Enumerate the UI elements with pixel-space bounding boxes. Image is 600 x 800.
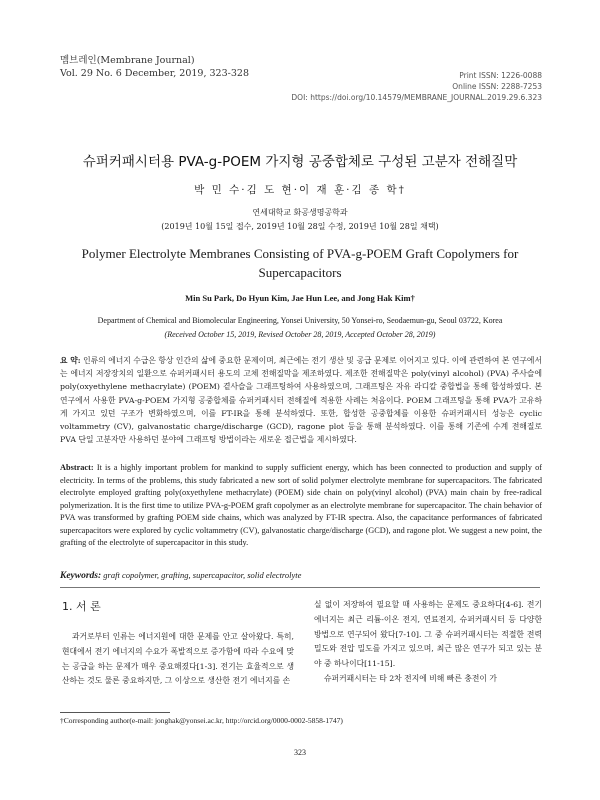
english-abstract-label: Abstract: xyxy=(60,463,94,472)
section-heading-introduction: 1. 서 론 xyxy=(62,600,101,613)
english-dates: (Received October 15, 2019, Revised October 28, 2019, Accepted October 28, 2019) xyxy=(164,330,436,339)
korean-title: 슈퍼커패시터용 PVA-g-POEM 가지형 공중합체로 구성된 고분자 전해질막 xyxy=(82,154,518,170)
english-affiliation: Department of Chemical and Biomolecular Engineering, Yonsei University, 50 Yonsei-ro, Seodaemun-gu, Seoul 03722, Korea xyxy=(97,316,503,325)
english-authors: Min Su Park, Do Hyun Kim, Jae Hun Lee, and Jong Hak Kim† xyxy=(185,293,415,303)
section-divider xyxy=(60,587,540,588)
korean-abstract xyxy=(60,354,542,446)
korean-affiliation: 연세대학교 화공생명공학과 xyxy=(252,208,348,217)
online-issn: Online ISSN: 2288-7253 xyxy=(452,82,542,91)
intro-left-column: 과거로부터 인류는 에너지원에 대한 문제를 안고 살아왔다. 특히, 현대에서 전기 에너지의 수요가 폭발적으로 증가함에 따라 수요에 맞는 공급을 하는 문제가 매우 중요해졌다[1-3]. 전기는 효율적으로 생산하는 것도 물론 중요하지만, 그 이상으로 생산한 전기 에너지를 손 xyxy=(62,632,294,686)
print-issn: Print ISSN: 1226-0088 xyxy=(459,71,542,80)
english-title: Polymer Electrolyte Membranes Consisting of PVA-g-POEM Graft Copolymers for Supercapacitors xyxy=(81,246,519,280)
footnote-rule xyxy=(60,712,170,713)
keywords-text: graft copolymer, grafting, supercapacitor, solid electrolyte xyxy=(103,570,302,580)
intro-right-paragraph-2: 슈퍼커패시터는 타 2차 전지에 비해 빠른 충전이 가 xyxy=(324,673,497,683)
english-abstract xyxy=(60,462,542,550)
intro-right-paragraph-1: 실 없이 저장하여 필요할 때 사용하는 문제도 중요하다[4-6]. 전기 에너지는 최근 리튬-이온 전지, 연료전지, 슈퍼커패시터 등 다양한 방법으로 연구되어 왔다[7-10]. 그 중 슈퍼커패시터는 적절한 전력 밀도와 전압 밀도를 가지고 있으며, 최근 많은 연구가 되고 있는 분야 중 하나이다[11-15]. xyxy=(314,600,542,669)
korean-authors: 박 민 수·김 도 현·이 재 훈·김 종 학† xyxy=(194,184,406,196)
intro-right-column xyxy=(314,598,542,687)
page-number: 323 xyxy=(294,748,306,757)
doi-link[interactable]: DOI: https://doi.org/10.14579/MEMBRANE_JOURNAL.2019.29.6.323 xyxy=(291,93,542,102)
keywords-label: Keywords: xyxy=(60,571,102,581)
keywords xyxy=(60,570,542,581)
journal-issue: Vol. 29 No. 6 December, 2019, 323-328 xyxy=(60,68,249,79)
corresponding-author-footnote: †Corresponding author(e-mail: jonghak@yonsei.ac.kr, http://orcid.org/0000-0002-5858-1747) xyxy=(60,716,343,725)
journal-name: 멤브레인(Membrane Journal) xyxy=(60,55,195,66)
korean-abstract-label: 요 약: xyxy=(60,356,81,365)
english-abstract-text: It is a highly important problem for mankind to supply sufficient energy, which has been connected to production and supply of electricity. In terms of the problems, this study fabricated a new sort of solid polymer electrolyte membrane for supercapacitors. The fabricated electrolyte employed grafting poly(oxyethylene methacrylate) (POEM) side chain on poly(vinyl alcohol) (PVA) main chain by free-radical polymerization. It is the first time to utilize PVA-g-POEM graft copolymer as an electrolyte membrane for supercapacitor. The chain behavior of PVA was transformed by grafting POEM side chains, which was analyzed by FT-IR spectra. Also, the capacitance performances of fabricated supercapacitors were explored by cyclic voltammetry (CV), galvanostatic charge/discharge (GCD), and ragone plot. We suggest a new point, the grafting of the electrolyte of supercapacitor in this study. xyxy=(60,463,542,547)
korean-abstract-text: 인류의 에너지 수급은 항상 인간의 삶에 중요한 문제이며, 최근에는 전기 생산 및 공급 문제로 이어지고 있다. 이에 관련하여 본 연구에서는 에너지 저장장치의 일환으로 슈퍼커패시터 용도의 고체 전해질막을 제조하였다. 제조한 전해질막은 poly(vinyl alcohol) (PVA) 주사슬에 poly(oxyethylene methacrylate) (POEM) 곁사슬을 그래프팅하여 사용하였으며, 그래프팅은 자유 라디칼 중합법을 통해 합성하였다. 본 연구에서 사용한 PVA-g-POEM 가지형 공중합체를 슈퍼커패시터 전해질에 적용한 사례는 처음이다. POEM 그래프팅을 통해 PVA가 고유하게 가지고 있던 구조가 변화하였으며, 이를 FT-IR을 통해 분석하였다. 또한, 합성한 공중합체를 이용한 슈퍼커패시터 성능은 cyclic voltammetry (CV), galvanostatic charge/discharge (GCD), ragone plot 등을 통해 분석하였다. 이를 통해 기존에 수계 전해질로 PVA 단일 고분자만 사용하던 분야에 그래프팅 방법이라는 새로운 접근법을 제시하였다. xyxy=(60,356,542,445)
korean-dates: (2019년 10월 15일 접수, 2019년 10월 28일 수정, 2019년 10월 28일 채택) xyxy=(161,222,439,231)
